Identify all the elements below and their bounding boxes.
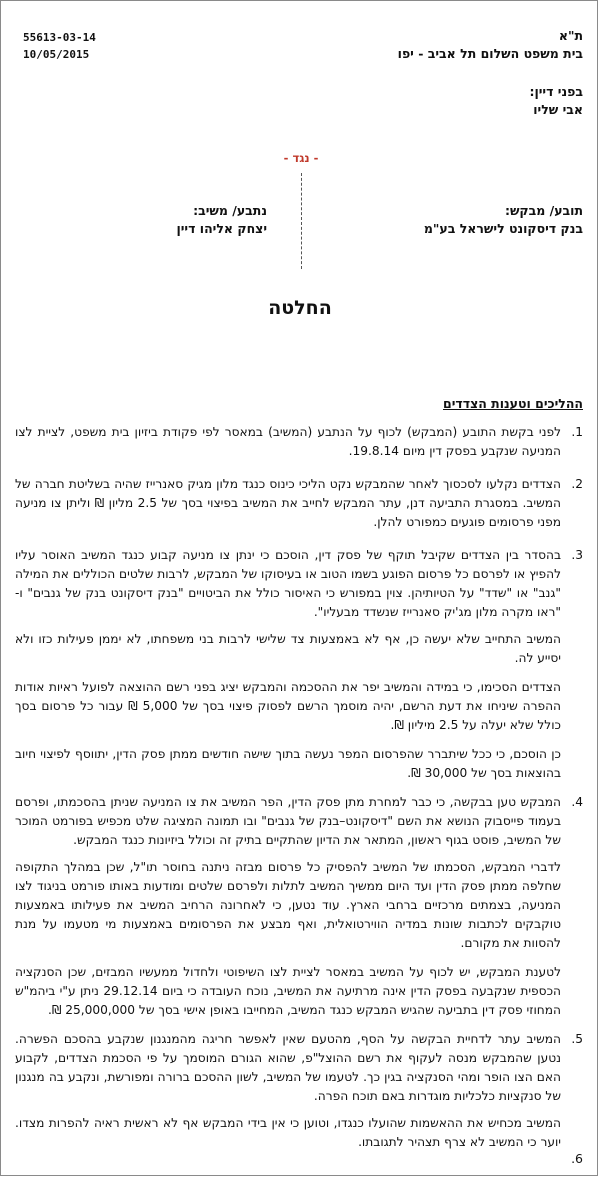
paragraph-number: 5.	[571, 1032, 583, 1046]
section-title: ההליכים וטענות הצדדים	[442, 396, 583, 411]
paragraph-number: 2.	[571, 477, 583, 491]
paragraph-4	[15, 793, 583, 850]
plaintiff-label: תובע/ מבקש:	[504, 203, 583, 218]
paragraph-number: 4.	[571, 795, 583, 809]
sub-paragraph: לדברי המבקש, הסכמתו של המשיב להפסיק כל פרסום מבזה ניתנה בחוסר תו"ל, שכן במהלך התקופה שחלפה ממתן פסק הדין ועד היום ממשיך המשיב לתלות ולפרסם שלטים ומודעות באותו פורמט בניגוד לצו המניעה, בצמתים מרכזיים ברחבי הארץ. עוד נטען, כי לאחרונה הרחיב המשיב את פעילותו באמצעות טוקבקים לכתבות שונות במדיה הווירטואלית, ואף מבצע את הפרסומים באמצעות מי מטעמו על מנת להסוות את מקורם.	[15, 860, 561, 950]
paragraph-text: המבקש טען בבקשה, כי כבר למחרת מתן פסק הדין, הפר המשיב את צו המניעה שניתן בהסכמתו, ופרסם בעמוד פייסבוק הנושא את השם "דיסקונט–בנק של גנבים" ובו תמונה המציגה שלט מכפיש בפורמט המוכר של המשיב, פוסט בגוף ראשון, המתאר את הדיון שהתקיים בתיק זה וכולל ביזיונות כנגד המבקש.	[15, 795, 561, 847]
paragraph-1	[15, 423, 583, 461]
next-paragraph-number: 6.	[571, 1151, 583, 1166]
sub-paragraph: המשיב מכחיש את ההאשמות שהועלו כנגדו, וטוען כי אין בידי המבקש אף לא ראשית ראיה להפרות מצדו. יוער כי המשיב לא צרף תצהיר לתגובתו.	[15, 1116, 561, 1149]
judge-block	[529, 83, 583, 119]
sub-paragraph: הצדדים הסכימו, כי במידה והמשיב יפר את ההסכמה והמבקש יציג בפני רשם ההוצאה לפועל ראיות אודות ההפרה שיניחו את דעת הרשם, יהיה מוסמך הרשם לפסוק פיצוי בסך של 5,000 ₪ עבור כל פרסום בסך כולל שלא יעלה על 2.5 מיליון ₪.	[15, 680, 561, 732]
plaintiff-block	[313, 202, 583, 238]
decision-date: 10/05/2015	[23, 48, 90, 61]
court-name: בית משפט השלום תל אביב - יפו	[397, 46, 583, 61]
judge-name: אבי שליו	[533, 102, 583, 117]
case-meta-left	[23, 29, 96, 63]
court-header	[398, 27, 583, 63]
case-number: 55613-03-14	[23, 31, 96, 44]
paragraph-text: לפני בקשת התובע (המבקש) לכוף על הנתבע (המשיב) במאסר לפי פקודת ביזיון בית משפט, לציית לצו המניעה שנקבע בפסק דין מיום 19.8.14.	[15, 425, 561, 458]
sub-paragraph: כן הוסכם, כי ככל שיתברר שהפרסום המפר נעשה בתוך שישה חודשים ממתן פסק הדין, יתווסף לפיצוי חיוב בהוצאות בסך של 30,000 ₪.	[15, 747, 561, 780]
defendant-block	[67, 202, 267, 238]
party-divider	[301, 173, 302, 269]
sub-paragraph: המשיב התחייב שלא יעשה כן, אף לא באמצעות צד שלישי לרבות בני משפחתו, לא יממן פעילות כזו ולא יסייע לה.	[15, 632, 561, 665]
case-type: ת"א	[558, 28, 583, 43]
paragraph-number: 1.	[571, 425, 583, 439]
document-body	[15, 423, 583, 1162]
paragraph-2	[15, 475, 583, 532]
paragraph-text: הצדדים נקלעו לסכסוך לאחר שהמבקש נקט הליכי כינוס כנגד מלון מגיק סאנרייז שהיה בשליטת חברה של המשיב. במסגרת התביעה דנן, עתר המבקש לחייב את המשיב בפיצוי בסך של 2.5 מליון ₪ וליתן צו מניעה מפני פרסומים פוגעים כמפורט להלן.	[15, 477, 561, 529]
sub-paragraph: לטענת המבקש, יש לכוף על המשיב במאסר לציית לצו השיפוטי ולחדול ממעשיו המבזים, שכן הסנקציה הכספית שנקבעה בפסק הדין אינה מרתיעה את המשיב, נוכח העובדה כי ביום 29.12.14 ניתן ע"י ביהמ"ש המחוזי פסק דין בתביעה שהגיש המבקש כנגד המשיב, המחייבו באופן אישי בסך של 25,000,000 ₪.	[15, 965, 561, 1017]
paragraph-text: המשיב עתר לדחיית הבקשה על הסף, מהטעם שאין לאפשר חריגה מהמנגנון שנקבע בהסכם הפשרה. נטען שהמבקש מנסה לעקוף את רשם ההוצל"פ, שהוא הגורם המוסמך על פי הסכמת הצדדים, לקבוע האם הצו הופר ומהי הסנקציה בגין כך. לטעמו של המשיב, לשון ההסכם ברורה ומפורשת, ונקבע בה מנגנון של סנקציות כלכליות מוגדרות באם תוכח הפרה.	[15, 1032, 561, 1103]
plaintiff-name: בנק דיסקונט לישראל בע"מ	[423, 221, 583, 236]
judge-label: בפני דיין:	[529, 84, 583, 99]
paragraph-5	[15, 1030, 583, 1106]
versus-label: - נגד -	[283, 151, 319, 165]
document-title: החלטה	[268, 297, 332, 319]
defendant-name: יצחק אליהו דיין	[176, 221, 267, 236]
defendant-label: נתבע/ משיב:	[193, 203, 267, 218]
paragraph-text: בהסדר בין הצדדים שקיבל תוקף של פסק דין, הוסכם כי ינתן צו מניעה קבוע כנגד המשיב האוסר עליו להפיץ או לפרסם כל פרסום הפוגע בשמו הטוב או בעיסוקו של המבקש, לרבות שלטים הכוללים את המילה "גנב" או "שדד" על הטיותיהן. צוין במפורש כי האיסור כולל את הביטויים "בנק דיסקונט בנק של גנבים" ו-"ראו מקרה מלון מג'יק סאנרייז שנשדד מבעליו".	[15, 548, 561, 619]
paragraph-3	[15, 546, 583, 622]
paragraph-number: 3.	[571, 548, 583, 562]
